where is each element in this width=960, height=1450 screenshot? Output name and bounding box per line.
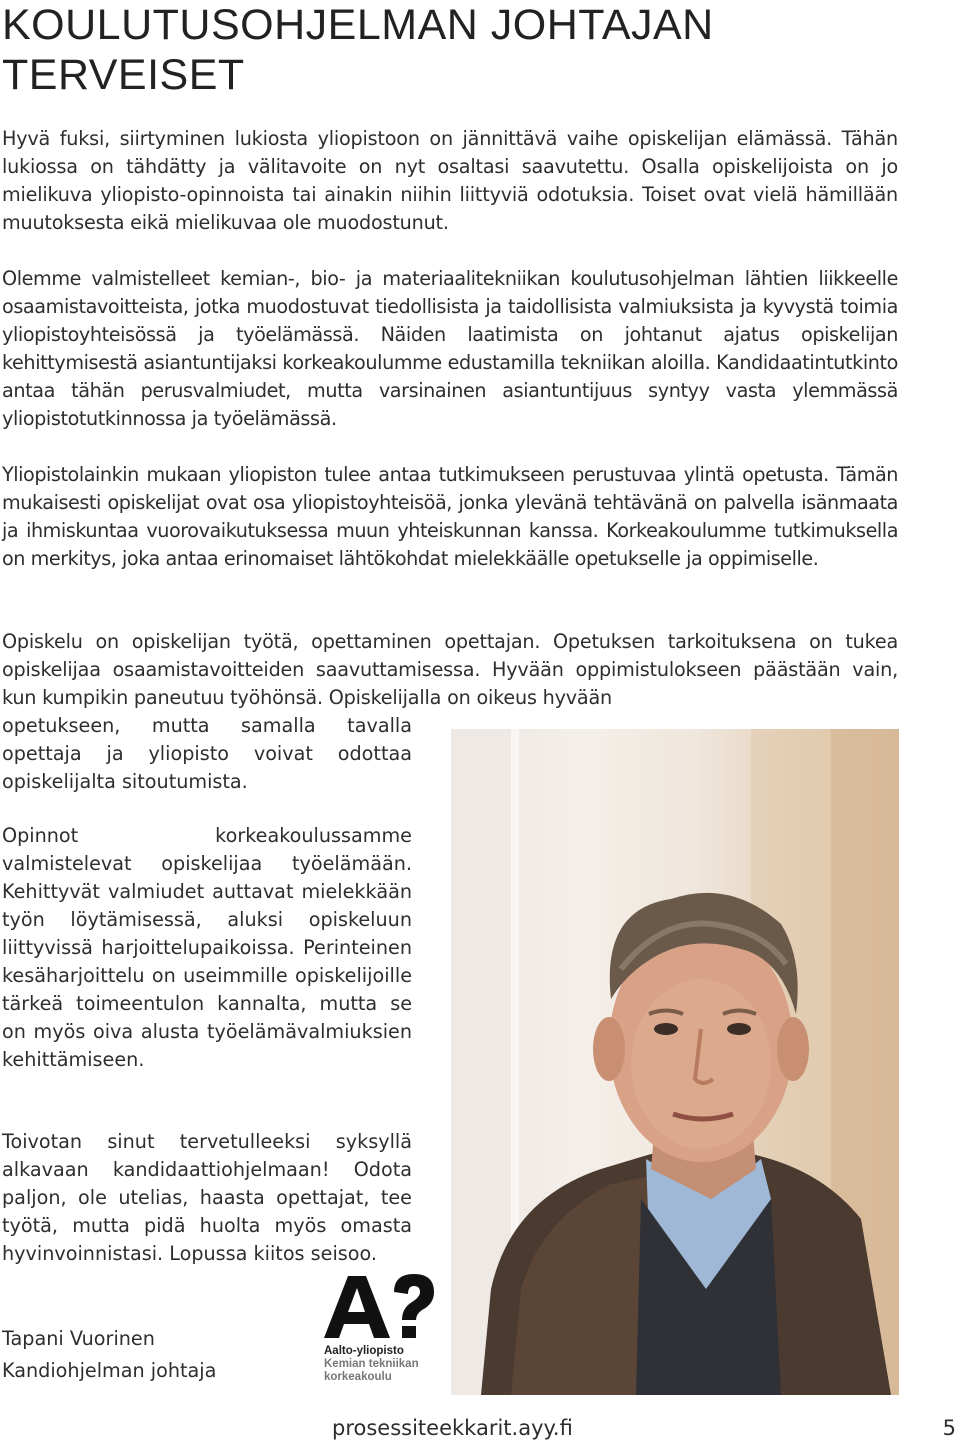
logo-line-2: Kemian tekniikan [324, 1358, 419, 1370]
portrait-photo [451, 729, 899, 1395]
page-number: 5 [942, 1416, 956, 1440]
paragraph-research: Yliopistolainkin mukaan yliopiston tulee antaa tutkimukseen perustuvaa ylintä opetusta. Tämän mukaisesti opiskelijat ovat osa yliopistoyhteisöä, jonka ylevänä tehtävänä on palvella isänmaata ja ihmiskuntaa vuorovaikutuksessa muun yhteiskunnan kanssa. Korkeakoulumme tutkimuksella on merkitys, joka antaa erinomaiset lähtökohdat mielekkäälle opetukselle ja oppimiselle. [2, 463, 898, 570]
paragraph-welcome: Toivotan sinut tervetulleeksi syksyllä alkavaan kandidaattiohjelmaan! Odota paljon, ole utelias, haasta opettajat, tee työtä, mutta pidä huolta myös omasta hyvinvoinnistasi. Lopussa kiitos seisoo. [2, 1130, 412, 1265]
signature-role: Kandiohjelman johtaja [2, 1359, 217, 1382]
paragraph-commitment-text: opetukseen, mutta samalla tavalla opettaja ja yliopisto voivat odottaa opiskelijalta sitoutumista. [2, 714, 412, 793]
portrait-illustration [451, 729, 899, 1395]
paragraph-studying: Opiskelu on opiskelijan työtä, opettaminen opettajan. Opetuksen tarkoituksena on tukea opiskelijaa osaamistavoitteiden saavuttamisessa. Hyvään oppimistulokseen päästään vain, kun kumpikin paneutuu työhönsä. Opiskelijalla on oikeus hyvään [2, 630, 898, 709]
logo-text [324, 1345, 419, 1384]
paragraph-intro: Hyvä fuksi, siirtyminen lukiosta yliopistoon on jännittävä vaihe opiskelijan elämässä. Tähän lukiossa on tähdätty ja välitavoite on nyt osaltasi saavutettu. Osalla opiskelijoista on jo mielikuva yliopisto-opinnoista tai ainakin niihin liittyviä odotuksia. Toiset ovat vielä hämillään muutoksesta eikä mielikuvaa ole muodostunut. [2, 127, 898, 234]
page-title [2, 0, 902, 100]
paragraph-working-life: Opinnot korkeakoulussamme valmistelevat opiskelijaa työelämään. Kehittyvät valmiudet auttavat mielekkään työn löytämisessä, aluksi opiskeluun liittyvissä harjoittelupaikoissa. Perinteinen kesäharjoittelu on useimmille opiskelijoille tärkeä toimeentulon kannalta, mutta se on myös oiva alusta työelämävalmiuksien kehittämiseen. [2, 824, 412, 1071]
footer-url[interactable]: prosessiteekkarit.ayy.fi [332, 1416, 573, 1440]
paragraph-commitment [2, 712, 412, 796]
title-line-1: KOULUTUSOHJELMAN JOHTAJAN [2, 1, 714, 49]
title-line-2: TERVEISET [2, 51, 245, 99]
signature-name: Tapani Vuorinen [2, 1327, 155, 1350]
logo-line-1: Aalto-yliopisto [324, 1345, 404, 1357]
logo-line-3: korkeakoulu [324, 1371, 392, 1383]
paragraph-learning-goals: Olemme valmistelleet kemian-, bio- ja materiaalitekniikan koulutusohjelman lähtien liikkeelle osaamistavoitteista, jotka muodostuvat tiedollisista ja taidollisista valmiuksista ja kyvystä toimia yliopistoyhteisössä ja työelämässä. Näiden laatimista on johtanut ajatus opiskelijan kehittymisestä asiantuntijaksi korkeakoulumme edustamilla tekniikan aloilla. Kandidaatintutkinto antaa tähän perusvalmiudet, mutta varsinainen asiantuntijuus syntyy vasta ylemmässä yliopistotutkinnossa ja työelämässä. [2, 267, 898, 430]
